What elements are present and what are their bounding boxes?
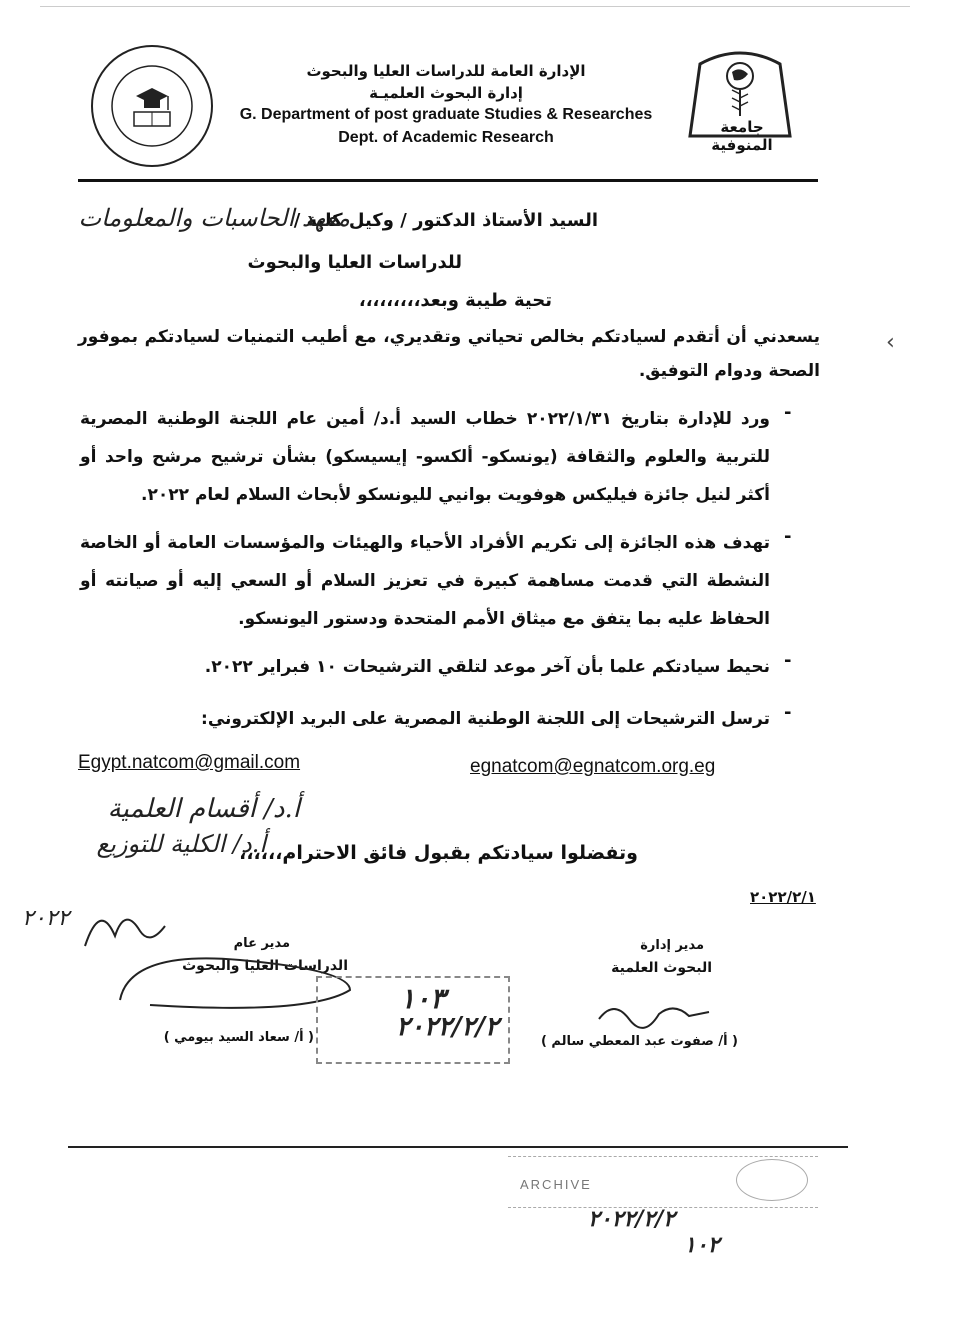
header-en-line2: Dept. of Academic Research [338,129,554,146]
handwritten-initials: ٢٠٢٢ [22,906,70,931]
university-logo-text: جامعة المنوفية [711,118,773,154]
sig-right-name: ( أ/ صفوت عبد المعطي سالم ) [540,1034,738,1049]
sig-left-title1: مدير عام [233,936,290,951]
archive-stamp-number: ١٠٢ [684,1232,720,1258]
letter-date: ٢٠٢٢/٢/١ [750,888,816,906]
received-stamp [316,976,510,1064]
bullet-1 [80,400,770,514]
sig-left-name: ( أ/ سعاد السيد بيومي ) [163,1030,314,1045]
handwritten-note-1: أ.د/ أقسام العلمية [107,794,300,824]
sector-logo [86,40,218,172]
handwritten-note-2: أ.د/ الكلية للتوزيع [96,830,266,858]
header-en-line1: G. Department of post graduate Studies & Researches [239,106,653,123]
addressee-printed: السيد الأستاذ الدكتور / وكيل كلية / [293,210,598,231]
archive-stamp-date: ٢٠٢٢/٢/٢ [588,1206,675,1232]
addressee-line2: للدراسات العليا والبحوث [247,252,462,273]
bullet-1-text: ورد للإدارة بتاريخ ٢٠٢٢/١/٣١ خطاب السيد أ.د/ أمين عام اللجنة الوطنية المصرية للتربية والعلوم والثقافة (يونسكو- ألكسو- إيسيسكو) بشأن ترشيح مرشح واحد أو أكثر لنيل جائزة فيليكس هوفويت بوانيي لليونسكو لأبحاث السلام لعام ٢٠٢٢. [80,409,770,505]
bullet-dash-1: - [784,402,792,423]
bullet-dash-2: - [784,526,792,547]
bullet-3-text: نحيط سيادتكم علما بأن آخر موعد لتلقي الترشيحات ١٠ فبراير ٢٠٢٢. [204,657,770,677]
margin-mark: ‹ [886,330,895,355]
header-divider [78,179,818,182]
top-border [40,6,910,7]
email-right[interactable]: egnatcom@egnatcom.org.eg [470,756,716,777]
bullet-dash-4: - [784,702,792,723]
header-ar-line2: إدارة البحوث العلميـة [369,84,523,102]
bullet-2 [80,524,770,638]
signature-scribble-left [80,896,170,956]
sig-right-title1: مدير إدارة [640,938,704,953]
archive-seal [736,1159,808,1201]
intro-paragraph: يسعدني أن أتقدم لسيادتكم بخالص تحياتي وتقديري، مع أطيب التمنيات لسيادتكم بموفور الصحة ودوام التوفيق. [78,327,820,381]
archive-stamp-label: ARCHIVE [520,1177,592,1192]
archive-stamp [508,1156,818,1208]
bullet-2-text: تهدف هذه الجائزة إلى تكريم الأفراد الأحياء والهيئات والمؤسسات العامة أو الخاصة النشطة التي قدمت مساهمة كبيرة في تعزيز السلام أو السعي إليه أو صيانته أو الحفاظ عليه بما يتفق مع ميثاق الأمم المتحدة ودستور اليونسكو. [80,533,770,629]
email-left[interactable]: Egypt.natcom@gmail.com [78,752,301,773]
addressee-handwritten: معهد الحاسبات والمعلومات [78,204,350,232]
bullet-4-text: ترسل الترشيحات إلى اللجنة الوطنية المصرية على البريد الإلكتروني: [201,709,770,729]
closing: وتفضلوا سيادتكم بقبول فائق الاحترام،،،،،، [239,842,638,864]
bullet-dash-3: - [784,650,792,671]
footer-divider [68,1146,848,1148]
bullet-4 [80,700,770,738]
header-ar-line1: الإدارة العامة للدراسات العليا والبحوث [306,62,586,80]
sig-left-title2: الدراسات العليا والبحوث [182,958,348,974]
bullet-3 [80,648,770,686]
received-stamp-date: ٢٠٢٢/٢/٢ [396,1012,499,1042]
greeting: تحية طيبة وبعد،،،،،،،،، [358,290,552,311]
sig-right-title2: البحوث العلمية [611,960,712,976]
received-stamp-number: ١٠٣ [400,982,446,1015]
signature-scribble-right [594,994,714,1034]
